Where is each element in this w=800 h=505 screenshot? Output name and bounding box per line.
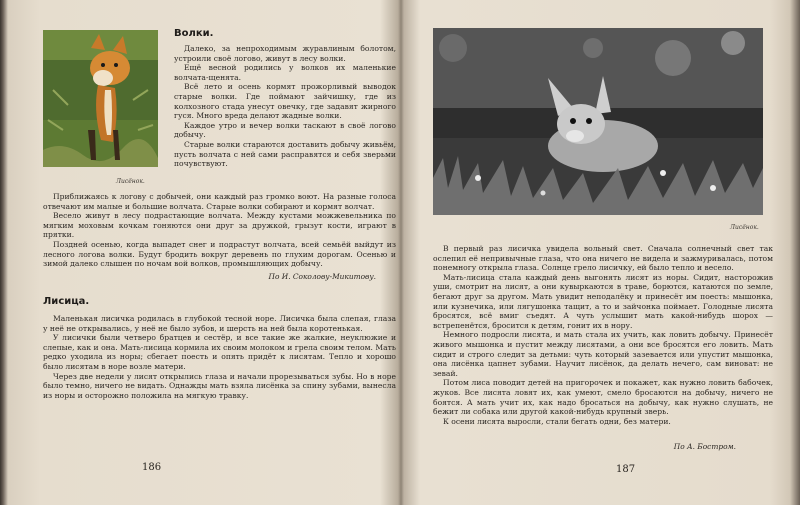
wolves-paragraph: Поздней осенью, когда выпадет снег и подрастут волчата, всей семьёй выйдут из лесного логова волки. Будут бродить вокруг деревень по глухим дорогам. Осенью и зимой далеко слышен по ночам вой волков, промышляющих добычу. (43, 239, 396, 269)
wolves-paragraph: Каждое утро и вечер волки таскают в своё логово добычу. (174, 120, 396, 140)
fox-cub-lying-photo-caption: Лисёнок. (730, 224, 759, 231)
fox-paragraph: В первый раз лисичка увидела вольный свет. Сначала солнечный свет так ослепил её непривычные глаза, что она ничего не видела и зажмуривалась, потом понемногу открыла глаза. Солнце грело лисичку, ей было тепло и весело. (433, 244, 773, 273)
wolves-paragraph: Ещё весной родились у волков их маленькие волчата-щенята. (174, 63, 396, 82)
wolves-paragraph: Весело живут в лесу подрастающие волчата. Между кустами можжевельника по мягким моховым кочкам гоняются они друг за дружкой, грызут кости, играют в прятки. (43, 211, 396, 240)
right-page (408, 0, 788, 505)
fox-paragraph: Мать-лисица стала каждый день выгонять лисят из норы. Сидит, насторожив уши, смотрит на лисят, а они кувыркаются в траве, борются, катаются по земле, бегают друг за другом. Мать увидит неподалёку и принесёт им поесть: мышонка, или кузнечика, или лягушонка тащит, а то и зайчонка поймает. Голодные лисята бросятся, всё вмиг съедят. А чуть услышит мать какой-нибудь шорох — встрепенётся, бросится к детям, гонит их в нору. (433, 272, 773, 330)
fox-text-continued (433, 244, 773, 426)
wolves-author: По И. Соколову-Микитову. (268, 272, 376, 281)
wolves-text (174, 44, 396, 169)
page-number-left: 186 (142, 462, 162, 473)
wolves-paragraph: Старые волки стараются доставить добычу живьём, пусть волчата с ней сами расправятся и себя зверьми почувствуют. (174, 139, 396, 169)
page-number-right: 187 (616, 464, 636, 475)
wolves-text-continued (43, 192, 396, 269)
fox-text (43, 314, 396, 400)
fox-cub-photo (43, 30, 158, 167)
fox-paragraph: У лисички были четверо братцев и сестёр, и все такие же жалкие, неуклюжие и слепые, как и она. Мать-лисица кормила их своим молоком и грела своим телом. Мать редко уходила из норы; сбегает поесть и опять придёт к лисятам. Тепло и хорошо было лисятам в норе возле матери. (43, 333, 396, 371)
wolves-title: Волки. (174, 28, 214, 39)
wolves-paragraph: Далеко, за непроходимым журавлиным болотом, устроили своё логово, живут в лесу волки. (174, 44, 396, 63)
wolves-paragraph: Приближаясь к логову с добычей, они каждый раз громко воют. На разные голоса отвечают им малые и большие волчата. Старые волки собирают и кормят волчат. (43, 192, 396, 211)
fox-paragraph: Маленькая лисичка родилась в глубокой тесной норе. Лисичка была слепая, глаза у неё не открывались, у неё не было зубов, и шерсть на ней была коротенькая. (43, 314, 396, 333)
fox-paragraph: Через две недели у лисят открылись глаза и начали прорезываться зубы. Но в норе было темно, ничего не видать. Однажды мать взяла лисёнка за спину зубами, вынесла из норы и осторожно положила на мягкую травку. (43, 371, 396, 400)
fox-title: Лисица. (43, 296, 90, 307)
fox-paragraph: Немного подросли лисята, и мать стала их учить, как ловить добычу. Принесёт живого мышонка и пустит между лисятами, а они все бросятся его ловить. Мать сидит и строго следит за детьми: чуть который зазевается или упустит мышонка, она лисёнка цапнет зубами. Научит лисёнок, да делать нечего, сам виноват: не зевай. (433, 330, 773, 378)
fox-author: По А. Бостром. (673, 442, 736, 451)
fox-cub-photo-caption: Лисёнок. (116, 178, 145, 185)
fox-paragraph: К осени лисята выросли, стали бегать одни, без матери. (443, 416, 671, 426)
fox-cub-lying-photo (433, 28, 763, 215)
left-page (18, 0, 396, 505)
wolves-paragraph: Всё лето и осень кормят прожорливый выводок старые волки. Где поймают зайчишку, где из колхозного стада унесут овечку, где задавят жирного гуся. Много вреда делают жадные волки. (174, 82, 396, 121)
fox-paragraph: Потом лиса поводит детей на пригорочек и покажет, как нужно ловить бабочек, жуков. Все лисята ловят их, как умеют, смело бросаются на добычу, ничего не боятся. А мать учит их, как надо бросаться на добычу, как нужно слушать, не бежит ли собака или другой какой-нибудь крупный зверь. (433, 378, 773, 417)
